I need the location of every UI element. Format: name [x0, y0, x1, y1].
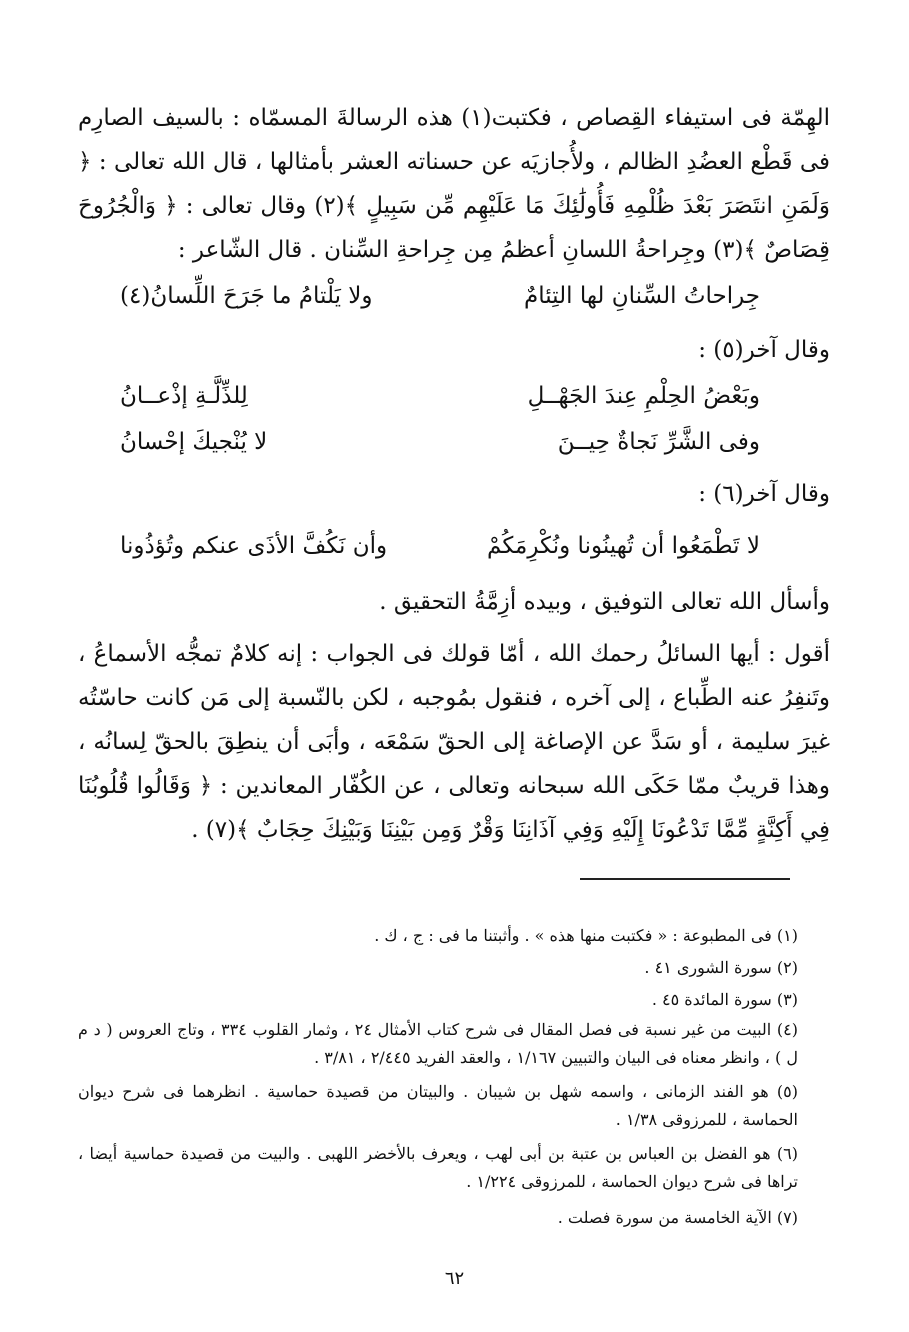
verse-3-second-hemistich: لا يُنْجيكَ إحْسانُ [120, 429, 268, 455]
footnote-4: (٤) البيت من غير نسبة فى فصل المقال فى شرح كتاب الأمثال ٢٤ ، وثمار القلوب ٣٣٤ ، وتاج العروس ( د م ل ) ، وانظر معناه فى البيان والتبيين ١/١٦٧ ، والعقد الفريد ٢/٤٤٥ ، ٣/٨١ . [78, 1020, 799, 1067]
verse-line-1 [120, 276, 760, 316]
verse-4-second-hemistich: وأن نَكُفَّ الأذَى عنكم وتُؤذُونا [120, 533, 388, 559]
footnote-1: (١) فى المطبوعة : « فكتبت منها هذه » . وأثبتنا ما فى : ج ، ك . [374, 926, 798, 945]
poet-intro-3: وقال آخر(٦) : [698, 481, 830, 507]
footnote-5: (٥) هو الفند الزمانى ، واسمه شهل بن شيبان . والبيتان من قصيدة حماسية . انظرهما فى شرح ديوان الحماسة ، للمرزوقى ١/٣٨ . [78, 1082, 798, 1129]
verse-2-first-hemistich: وبَعْضُ الحِلْمِ عِندَ الجَهْــلِ [527, 383, 760, 409]
footnote-3: (٣) سورة المائدة ٤٥ . [651, 990, 798, 1009]
footnote-7: (٧) الآية الخامسة من سورة فصلت . [557, 1208, 798, 1227]
verse-3-first-hemistich: وفى الشَّرِّ نَجاةٌ حِيــنَ [557, 429, 760, 455]
verse-2-second-hemistich: لِلذِّلَّـةِ إذْعــانُ [120, 383, 248, 409]
closing-line: وأسأل الله تعالى التوفيق ، وبيده أزِمَّةُ التحقيق . [379, 589, 830, 615]
verse-1-second-hemistich: ولا يَلْتامُ ما جَرَحَ اللِّسانُ(٤) [120, 283, 373, 309]
paragraph-reply: أقول : أيها السائلُ رحمك الله ، أمّا قولك فى الجواب : إنه كلامٌ تمجُّه الأسماعُ ، وتَنفِرُ عنه الطِّباع ، إلى آخره ، فنقول بمُوجبه ، لكن بالنّسبة إلى مَن كانت حاسّتُه غيرَ سليمة ، أو سَدَّ عن الإصاغة إلى الحقّ سَمْعَه ، وأبَى أن ينطِقَ بالحقّ لِسانُه ، وهذا قريبٌ ممّا حَكَى الله سبحانه وتعالى ، عن الكُفّار المعاندين : ﴿ وَقَالُوا قُلُوبُنَا فِي أَكِنَّةٍ مِّمَّا تَدْعُونَا إِلَيْهِ وَفِي آذَانِنَا وَقْرٌ وَمِن بَيْنِنَا وَبَيْنِكَ حِجَابٌ ﴾(٧) . [78, 641, 830, 843]
verse-4-first-hemistich: لا تَطْمَعُوا أن تُهينُونا ونُكْرِمَكُمْ [487, 533, 760, 559]
verse-line-3 [120, 422, 760, 462]
verse-line-4 [120, 526, 760, 566]
verse-1-first-hemistich: جِراحاتُ السِّنانِ لها التِئامٌ [523, 283, 760, 309]
footnote-6: (٦) هو الفضل بن العباس بن عتبة بن أبى لهب ، ويعرف بالأخضر اللهبى . والبيت من قصيدة حماسية أيضا ، تراها فى شرح ديوان الحماسة ، للمرزوقى ١/٢٢٤ . [78, 1144, 798, 1191]
footnote-separator [580, 878, 790, 880]
paragraph-opening: الهِمّة فى استيفاء القِصاص ، فكتبت(١) هذه الرسالةَ المسمّاه : بالسيف الصارِم فى قَطْع العضُدِ الظالم ، ولأُجازيَه عن حسناته العشر بأمثالها ، قال الله تعالى : ﴿ وَلَمَنِ انتَصَرَ بَعْدَ ظُلْمِهِ فَأُولَٰئِكَ مَا عَلَيْهِم مِّن سَبِيلٍ ﴾(٢) وقال تعالى : ﴿ وَالْجُرُوحَ قِصَاصٌ ﴾(٣) وجِراحةُ اللسانِ أعظمُ مِن جِراحةِ السِّنان . قال الشّاعر : [78, 105, 830, 263]
footnote-2: (٢) سورة الشورى ٤١ . [644, 958, 798, 977]
verse-line-2 [120, 376, 760, 416]
page-number: ٦٢ [444, 1268, 465, 1289]
poet-intro-2: وقال آخر(٥) : [698, 337, 830, 363]
